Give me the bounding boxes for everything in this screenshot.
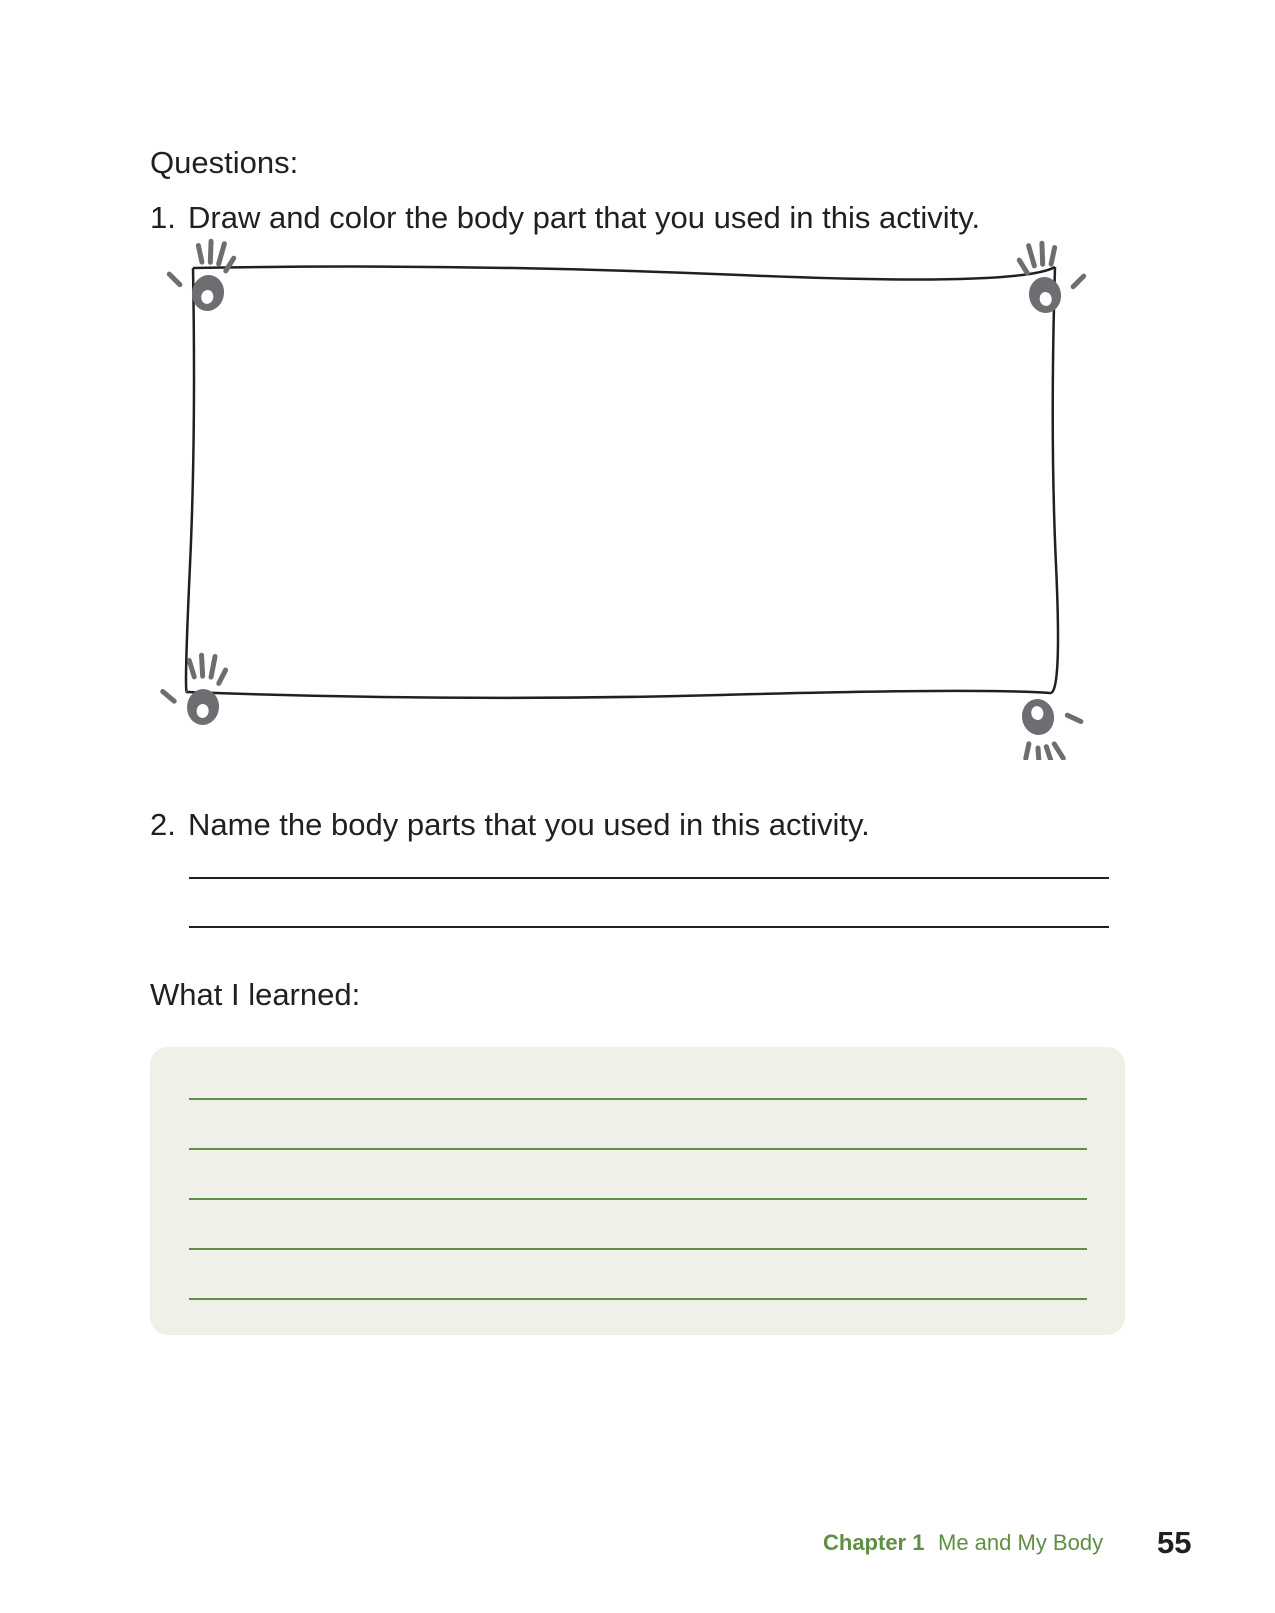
learned-line-5[interactable] bbox=[189, 1298, 1087, 1300]
learned-line-4[interactable] bbox=[189, 1248, 1087, 1250]
questions-heading: Questions: bbox=[150, 145, 299, 180]
question-2-number: 2. bbox=[150, 807, 176, 842]
learned-line-2[interactable] bbox=[189, 1148, 1087, 1150]
question-2 bbox=[150, 807, 870, 843]
drawing-frame[interactable] bbox=[160, 235, 1120, 760]
answer-line-1[interactable] bbox=[189, 877, 1109, 879]
learned-heading: What I learned: bbox=[150, 977, 361, 1012]
learned-box bbox=[150, 1047, 1125, 1335]
learned-line-1[interactable] bbox=[189, 1098, 1087, 1100]
handprint-icon bbox=[160, 649, 230, 727]
learned-line-3[interactable] bbox=[189, 1198, 1087, 1200]
question-1 bbox=[150, 200, 980, 236]
footer-chapter-title: Me and My Body bbox=[938, 1530, 1104, 1555]
handprint-icon bbox=[161, 235, 240, 315]
answer-line-2[interactable] bbox=[189, 926, 1109, 928]
question-1-text: Draw and color the body part that you used in this activity. bbox=[188, 200, 981, 235]
question-1-number: 1. bbox=[150, 200, 176, 235]
page-number: 55 bbox=[1157, 1525, 1192, 1560]
question-2-text: Name the body parts that you used in this activity. bbox=[188, 807, 870, 842]
footer-chapter-label: Chapter 1 bbox=[823, 1530, 925, 1555]
handprint-icon bbox=[1013, 691, 1092, 760]
